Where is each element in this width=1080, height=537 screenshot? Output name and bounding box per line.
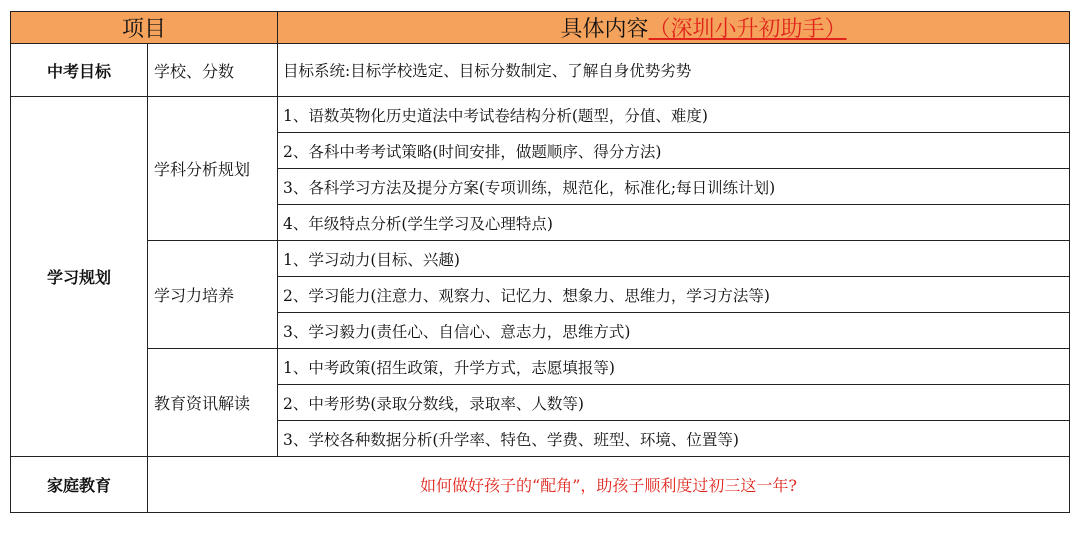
header-content-main: 具体内容 bbox=[560, 17, 649, 42]
goal-content: 目标系统:目标学校选定、目标分数制定、了解自身优势劣势 bbox=[278, 44, 1070, 97]
family-content: 如何做好孩子的“配角”，助孩子顺利度过初三这一年? bbox=[148, 457, 1070, 513]
study-sub-info: 教育资讯解读 bbox=[148, 349, 278, 457]
study-item: 3、学校各种数据分析(升学率、特色、学费、班型、环境、位置等) bbox=[278, 421, 1070, 457]
study-sub-subject: 学科分析规划 bbox=[148, 97, 278, 241]
study-category: 学习规划 bbox=[11, 97, 148, 457]
family-category: 家庭教育 bbox=[11, 457, 148, 513]
study-row bbox=[11, 241, 1070, 277]
study-row bbox=[11, 349, 1070, 385]
study-item: 1、学习动力(目标、兴趣) bbox=[278, 241, 1070, 277]
study-item: 2、各科中考考试策略(时间安排，做题顺序、得分方法) bbox=[278, 133, 1070, 169]
header-row bbox=[11, 12, 1070, 44]
study-item: 2、中考形势(录取分数线，录取率、人数等) bbox=[278, 385, 1070, 421]
study-item: 2、学习能力(注意力、观察力、记忆力、想象力、思维力，学习方法等) bbox=[278, 277, 1070, 313]
study-sub-ability: 学习力培养 bbox=[148, 241, 278, 349]
header-content bbox=[278, 12, 1070, 44]
planning-table bbox=[10, 11, 1070, 513]
goal-category: 中考目标 bbox=[11, 44, 148, 97]
study-item: 1、中考政策(招生政策，升学方式，志愿填报等) bbox=[278, 349, 1070, 385]
study-item: 4、年级特点分析(学生学习及心理特点) bbox=[278, 205, 1070, 241]
header-project: 项目 bbox=[11, 12, 278, 44]
goal-sub: 学校、分数 bbox=[148, 44, 278, 97]
header-content-note: （深圳小升初助手） bbox=[648, 17, 847, 42]
study-item: 3、各科学习方法及提分方案(专项训练，规范化，标准化;每日训练计划) bbox=[278, 169, 1070, 205]
study-item: 3、学习毅力(责任心、自信心、意志力，思维方式) bbox=[278, 313, 1070, 349]
study-item: 1、语数英物化历史道法中考试卷结构分析(题型，分值、难度) bbox=[278, 97, 1070, 133]
study-row bbox=[11, 97, 1070, 133]
goal-row bbox=[11, 44, 1070, 97]
family-row bbox=[11, 457, 1070, 513]
